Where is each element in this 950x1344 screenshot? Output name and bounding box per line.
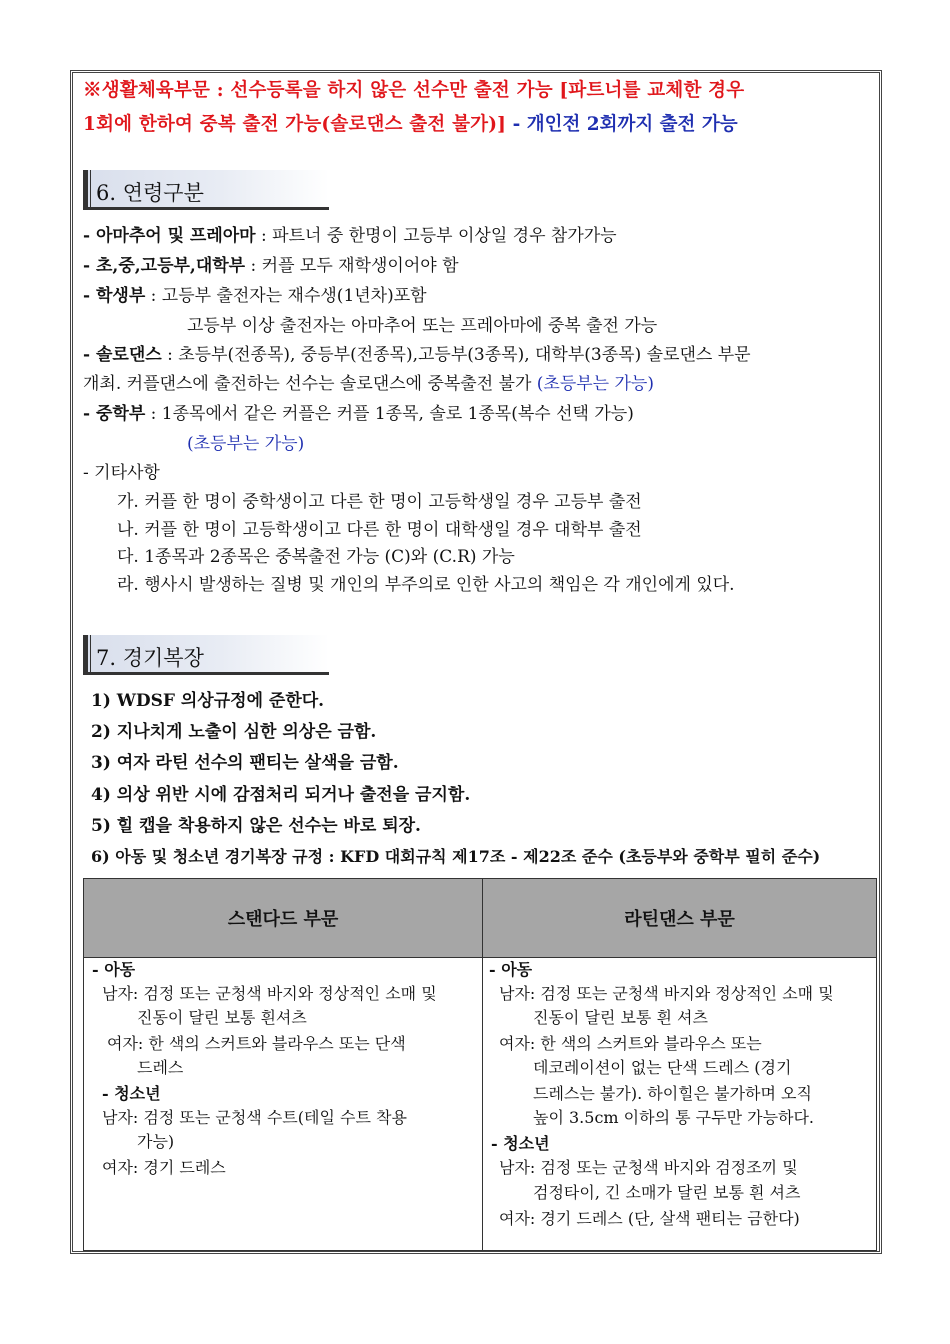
standard-line: 진동이 달린 보통 흰셔츠 [137,1008,307,1027]
age-item-middle-note: (초등부는 가능) [187,434,305,454]
age-item-school [83,255,459,277]
standard-line: - 아동 [92,960,136,979]
dress-rule-4: 4) 의상 위반 시에 감점처리 되거나 출전을 금지함. [91,785,471,805]
standard-line: - 청소년 [102,1084,161,1103]
etc-item-ra: 라. 행사시 발생하는 질병 및 개인의 부주의로 인한 사고의 책임은 각 개인에게 있다. [117,575,735,595]
age-item-text: : 고등부 출전자는 재수생(1년차)포함 [145,286,427,306]
age-item-text: : 초등부(전종목), 중등부(전종목),고등부(3종목), 대학부(3종목) 솔로댄스 부문 [161,345,751,365]
dress-rule-1: 1) WDSF 의상규정에 준한다. [91,691,325,711]
standard-line: 여자: 한 색의 스커트와 블라우스 또는 단색 [107,1034,406,1053]
age-item-student [83,285,427,307]
etc-item-ga: 가. 커플 한 명이 중학생이고 다른 한 명이 고등학생일 경우 고등부 출전 [117,492,642,512]
age-item-middle [83,403,634,425]
standard-line: 가능) [137,1132,175,1151]
section-7-title: 7. 경기복장 [96,646,204,670]
latin-line: 검정타이, 긴 소매가 달린 보통 흰 셔츠 [533,1183,801,1202]
latin-line: 여자: 경기 드레스 (단, 살색 팬티는 금한다) [499,1209,800,1228]
age-item-label: - 학생부 [83,286,146,306]
section-7-heading [83,635,329,675]
age-item-label: - 아마추어 및 프레아마 [83,226,256,246]
standard-line: 여자: 경기 드레스 [102,1158,226,1177]
age-item-text: : 1종목에서 같은 커플은 커플 1종목, 솔로 1종목(복수 선택 가능) [145,404,634,424]
latin-line: - 청소년 [491,1134,550,1153]
dress-rule-3: 3) 여자 라틴 선수의 팬티는 살색을 금함. [91,753,399,773]
notice-line-2 [83,114,738,136]
latin-line: 드레스는 불가). 하이힐은 불가하며 오직 [533,1084,812,1103]
age-item-text: : 커플 모두 재학생이어야 함 [245,256,459,276]
age-item-label: - 중학부 [83,404,146,424]
standard-cell [84,958,483,1251]
age-item-note: (초등부는 가능) [536,374,654,394]
latin-line: 남자: 검정 또는 군청색 바지와 정상적인 소매 및 [499,984,834,1003]
age-item-student-cont: 고등부 이상 출전자는 아마추어 또는 프레아마에 중복 출전 가능 [187,316,658,336]
section-6-heading [83,170,329,210]
notice-red-text: 1회에 한하여 중복 출전 가능(솔로댄스 출전 불가)] [83,114,507,135]
age-item-text: : 파트너 중 한명이 고등부 이상일 경우 참가가능 [255,226,617,246]
notice-line-1: ※생활체육부문 : 선수등록을 하지 않은 선수만 출전 가능 [파트너를 교체한 경우 [83,80,745,101]
standard-line: 남자: 검정 또는 군청색 바지와 정상적인 소매 및 [102,984,437,1003]
latin-cell [483,958,877,1251]
latin-line: 데코레이션이 없는 단색 드레스 (경기 [533,1058,792,1077]
dress-rule-6: 6) 아동 및 청소년 경기복장 규정 : KFD 대회규칙 제17조 - 제22조 준수 (초등부와 중학부 필히 준수) [91,847,821,866]
etc-item-da: 다. 1종목과 2종목은 중복출전 가능 (C)와 (C.R) 가능 [117,547,515,567]
etc-item-na: 나. 커플 한 명이 고등학생이고 다른 한 명이 대학생일 경우 대학부 출전 [117,520,642,540]
latin-line: 진동이 달린 보통 흰 셔츠 [533,1008,708,1027]
age-item-label: - 솔로댄스 [83,345,162,365]
age-item-text: 개최. 커플댄스에 출전하는 선수는 솔로댄스에 중복출전 불가 [83,374,537,394]
latin-line: - 아동 [489,960,533,979]
age-item-etc: - 기타사항 [83,463,160,483]
latin-line: 높이 3.5cm 이하의 통 구두만 가능하다. [533,1108,815,1127]
dress-code-table [83,878,877,1251]
age-item-solo-cont [83,373,654,395]
notice-blue-text: 개인전 2회까지 출전 가능 [526,114,738,135]
age-item-solo [83,344,751,366]
header-latin: 라틴댄스 부문 [483,879,877,958]
latin-line: 여자: 한 색의 스커트와 블라우스 또는 [499,1034,762,1053]
age-item-label: - 초,중,고등부,대학부 [83,256,246,276]
age-item-amateur [83,225,617,247]
section-6-title: 6. 연령구분 [96,181,204,205]
standard-line: 남자: 검정 또는 군청색 수트(테일 수트 착용 [102,1108,407,1127]
standard-line: 드레스 [137,1058,184,1077]
dress-rule-5: 5) 힐 캡을 착용하지 않은 선수는 바로 퇴장. [91,816,421,836]
notice-dash: - [506,114,527,135]
dress-rule-2: 2) 지나치게 노출이 심한 의상은 금함. [91,722,377,742]
latin-line: 남자: 검정 또는 군청색 바지와 검정조끼 및 [499,1158,798,1177]
header-standard: 스탠다드 부문 [84,879,483,958]
